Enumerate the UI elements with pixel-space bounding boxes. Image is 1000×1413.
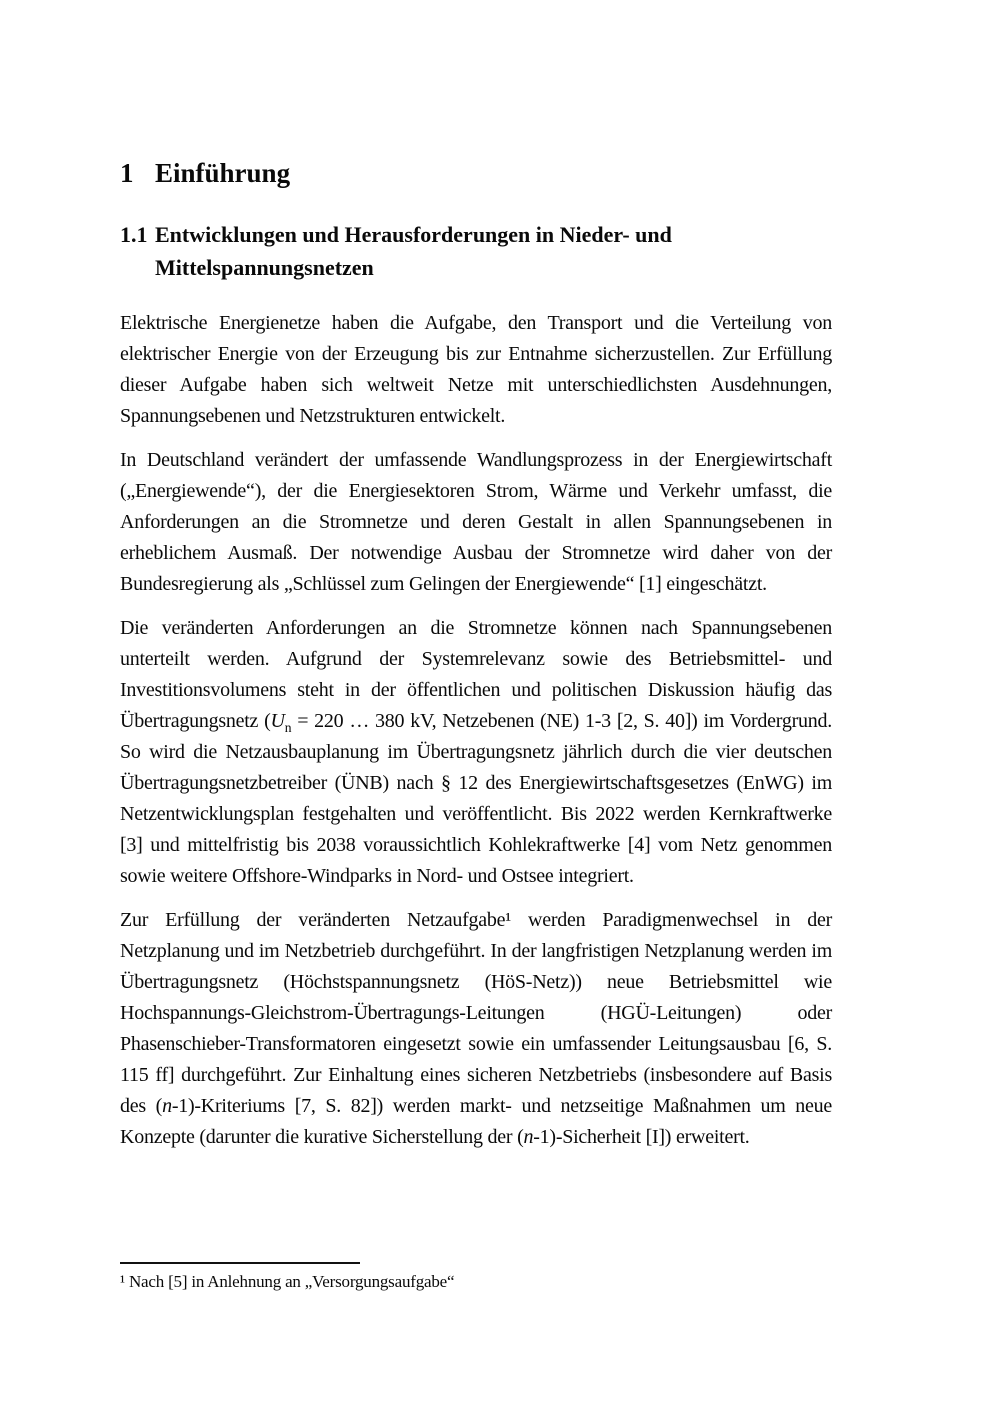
section-heading (120, 218, 832, 284)
section-title (155, 218, 672, 284)
section-title-line-2: Mittelspannungsnetzen (155, 255, 374, 280)
page-content (120, 0, 832, 1153)
paragraph-3: Die veränderten Anforderungen an die Stromnetze können nach Spannungsebenen unterteilt werden. Aufgrund der Systemrelevanz sowie des Betriebsmittel- und Investitionsvolumens steht in der öffentlichen und politischen Diskussion häufig das Übertragungsnetz ($U_n = 220$ … 380 kV, Netzebenen (NE) 1-3 [2, S. 40]) im Vordergrund. So wird die Netzausbauplanung im Übertragungsnetz jährlich durch die vier deutschen Übertragungsnetzbetreiber (ÜNB) nach § 12 des Energiewirtschaftsgesetzes (EnWG) im Netzentwicklungsplan festgehalten und veröffentlicht. Bis 2022 werden Kernkraftwerke [3] und mittelfristig bis 2038 voraussichtlich Kohlekraftwerke [4] vom Netz genommen sowie weitere Offshore-Windparks in Nord- und Ostsee integriert. (120, 617, 833, 887)
footnote-text: ¹ Nach [5] in Anlehnung an „Versorgungsaufgabe“ (120, 1272, 455, 1291)
chapter-title: Einführung (155, 158, 291, 188)
section-title-line-1: Entwicklungen und Herausforderungen in Nieder- und (155, 222, 672, 247)
chapter-heading (120, 156, 832, 190)
footnote-separator-rule (120, 1262, 360, 1264)
paragraph-4: Zur Erfüllung der veränderten Netzaufgabe¹ werden Paradigmenwechsel in der Netzplanung und im Netzbetrieb durchgeführt. In der langfristigen Netzplanung werden im Übertragungsnetz (Höchstspannungsnetz (HöS-Netz)) neue Betriebsmittel wie Hochspannungs-Gleichstrom-Übertragungs-Leitungen (HGÜ-Leitungen) oder Phasenschieber-Transformatoren eingesetzt sowie ein umfassender Leitungsausbau [6, S. 115 ff] durchgeführt. Zur Einhaltung eines sicheren Netzbetriebs (insbesondere auf Basis des (n-1)-Kriteriums [7, S. 82]) werden markt- und netzseitige Maßnahmen um neue Konzepte (darunter die kurative Sicherstellung der (n-1)-Sicherheit [I]) erweitert. (120, 909, 833, 1148)
paragraph-1: Elektrische Energienetze haben die Aufgabe, den Transport und die Verteilung von elektrischer Energie von der Erzeugung bis zur Entnahme sicherzustellen. Zur Erfüllung dieser Aufgabe haben sich weltweit Netze mit unterschiedlichsten Ausdehnungen, Spannungsebenen und Netzstrukturen entwickelt. (120, 312, 832, 427)
footnote-area (120, 1262, 832, 1293)
paragraph-2: In Deutschland verändert der umfassende Wandlungsprozess in der Energiewirtschaft („Energiewende“), der die Energiesektoren Strom, Wärme und Verkehr umfasst, die Anforderungen an die Stromnetze und deren Gestalt in allen Spannungsebenen in erheblichem Ausmaß. Der notwendige Ausbau der Stromnetze wird daher von der Bundesregierung als „Schlüssel zum Gelingen der Energiewende“ [1] eingeschätzt. (120, 449, 832, 595)
chapter-number: 1 (120, 158, 134, 188)
section-number: 1.1 (120, 222, 148, 247)
